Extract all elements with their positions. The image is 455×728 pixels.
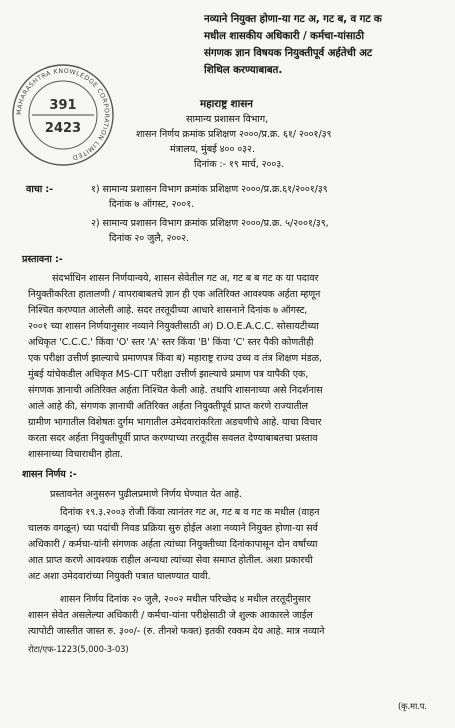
reference-2-line-1: २) सामान्य प्रशासन विभाग क्रमांक प्रशिक्षण २०००/प्र.क्र. ५/२००१/३९, [91,218,329,229]
subject-line-1: नव्याने नियुक्त होणा-या गट अ, गट ब, व गट क [204,13,382,25]
references-label: वाचा :- [26,184,54,195]
gr-number: शासन निर्णय क्रमांक प्रशिक्षण २०००/प्र.क्र. ६१/ २००१/३९ [136,129,332,140]
preamble-line: २००१ च्या शासन निर्णयानुसार नव्याने नियुक्तीसाठी अ) D.O.E.A.C.C. सोसायटीच्या [28,321,319,332]
reference-1-line-1: १) सामान्य प्रशासन विभाग क्रमांक प्रशिक्षण २०००/प्र.क्र.६१/२००१/३९ [91,184,328,195]
preamble-line: ग्रामीण भागातील विशेषतः दुर्गम भागातील उमेदवारांकरिता अडचणीचे आहे. याचा विचार [28,417,322,428]
seal-number-bottom: 2423 [44,121,82,136]
department-name: सामान्य प्रशासन विभाग, [186,114,269,125]
decision-line: अधिकारी / कर्मचा-यांनी संगणक अर्हता त्यांच्या नियुक्तीच्या दिनांकापासून दोन वर्षांच्या [28,539,318,550]
decision-line: शासन निर्णय दिनांक २० जुलै, २००२ मधील परिच्छेद ४ मधील तरतूदीनुसार [60,594,311,605]
decision-line: अट अशा उमेदवारांच्या नियुक्ती पत्रात घालण्यात यावी. [28,571,211,582]
decision-line: दिनांक १९.३.२००३ रोजी किंवा त्यानंतर गट अ, गट ब व गट क मधील (वाहन [60,507,320,518]
preamble-line: संगणक ज्ञानाची अतिरिक्त अर्हता निश्चित केली आहे. तथापि शासनाच्या असे निदर्शनास [28,385,323,396]
print-code: रोटा/एफ-1223(5,000-3-03) [28,644,129,654]
preamble-line: एक परीक्षा उत्तीर्ण झाल्याचे प्रमाणपत्र किंवा ब) महाराष्ट्र राज्य उच्च व तंत्र शिक्षण मंडळ, [28,353,322,364]
subject-line-3: संगणक ज्ञान विषयक नियुक्तीपूर्व अर्हतेची अट [204,47,372,59]
svg-text:MAHARASHTRA KNOWLEDGE CORPORAT [16,68,110,161]
preamble-line: करता सदर अर्हता नियुक्तीपूर्वी प्राप्त करण्याच्या तरतूदीस सवलत देण्याबाबतचा प्रस्ताव [28,433,318,444]
preamble-line: संदर्भाधिन शासन निर्णयान्वये, शासन सेवेतील गट अ, गट ब ब गट क या पदावर [52,273,319,284]
preamble-line: मुंबई यांचेकडील अधिकृत MS-CIT परीक्षा उत्तीर्ण झाल्याचे प्रमाण पत्र यापैकी एक, [28,369,309,380]
decision-line: त्यापोटी जास्तीत जास्त रु. ३००/- (रु. तीनशे फक्त) इतकी रक्कम देय आहे. मात्र नव्याने [28,626,325,637]
decision-line: शासन सेवेत असलेल्या अधिकारी / कर्मचा-यांना परीक्षेसाठी जे शुल्क आकारले जाईल [28,610,313,621]
reference-1-line-2: दिनांक ७ ऑगस्ट, २००१. [109,199,195,210]
decision-line: प्रस्तावनेत अनुसरुन पुढीलप्रमाणे निर्णय घेण्यात येत आहे. [50,489,242,500]
preamble-heading: प्रस्तावना :- [22,254,63,265]
subject-line-4: शिथिल करण्याबाबत. [204,64,283,76]
issue-date: दिनांक :- १९ मार्च, २००३. [194,159,285,170]
place: मंत्रालय, मुंबई ४०० ०३२. [170,144,255,155]
preamble-line: शासनाच्या विचाराधीन होता. [28,449,123,460]
decision-line: चालक वगळून) च्या पदांची निवड प्रक्रिया सुरु होईल अशा नव्याने नियुक्त होणा-या सर्व [28,523,318,534]
decision-heading: शासन निर्णय :- [22,469,77,480]
preamble-line: आले आहे की, संगणक ज्ञानाची अतिरिक्त अर्हता नियुक्तीपूर्व प्राप्त करणे राज्यातील [28,401,308,412]
state-title: महाराष्ट्र शासन [200,98,253,110]
organization-seal [10,62,116,168]
decision-line: आत प्राप्त करणे आवश्यक राहील अन्यथा त्यांच्या सेवा समाप्त होतील. अशा प्रकारची [28,555,313,566]
preamble-line: निश्चित करण्यात आलेली आहे. सदर तरतूदीच्या आधारे शासनाने दिनांक ७ ऑगस्ट, [28,305,308,316]
subject-line-2: मधील शासकीय अधिकारी / कर्मचा-यांसाठी [204,30,364,42]
preamble-line: नियुक्तीकरिता हातालणी / वापराबाबतचे ज्ञान ही एक अतिरिक्त आवश्यक अर्हता म्हणून [28,289,321,300]
seal-number-top: 391 [49,98,77,113]
seal-ring-text: MAHARASHTRA KNOWLEDGE CORPORATION LIMITED [15,67,111,161]
reference-2-line-2: दिनांक २० जुलै, २००२. [109,233,189,244]
preamble-line: अधिकृत 'C.C.C.' किंवा 'O' स्तर 'A' स्तर किंवा 'B' किंवा 'C' स्तर पैकी कोणतीही [28,337,314,348]
continued-marker: (कृ.मा.प. [398,701,427,711]
